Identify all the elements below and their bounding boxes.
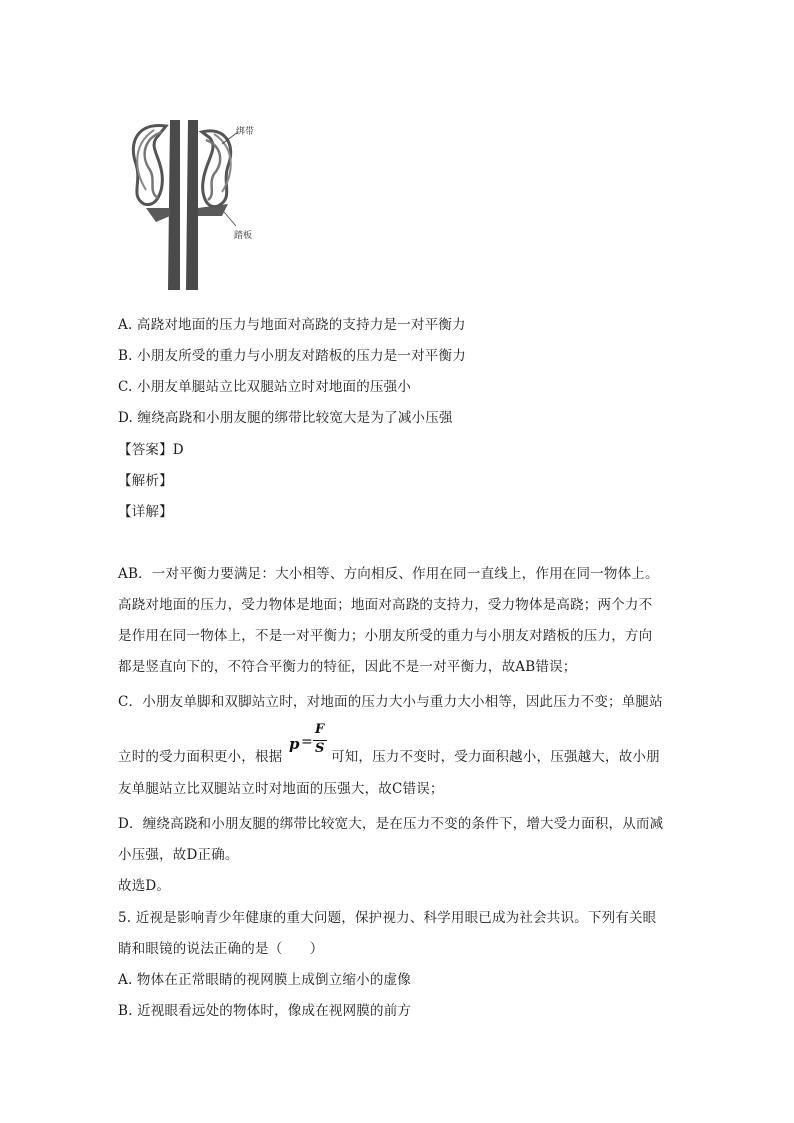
explanation-line-10: 故选D。 <box>118 878 171 894</box>
detail-heading: 【详解】 <box>118 504 173 520</box>
q5-stem-line-2: 睛和眼镜的说法正确的是（ ） <box>118 941 324 957</box>
explanation-line-8: D．缠绕高跷和小朋友腿的绑带比较宽大，是在压力不变的条件下，增大受力面积，从而减 <box>118 816 664 832</box>
answer: 【答案】D <box>118 442 184 458</box>
formula-equals: = <box>301 734 313 750</box>
explanation-line-7: 友单腿站立比双腿站立时对地面的压强大，故C错误； <box>118 781 444 797</box>
strap-label: 绑带 <box>236 127 255 137</box>
formula-denominator: S <box>315 741 325 756</box>
option-c: C. 小朋友单腿站立比双腿站立时对地面的压强小 <box>118 379 412 395</box>
pedal-label: 踏板 <box>234 231 253 241</box>
stilts-illustration <box>118 112 258 292</box>
q5-option-b: B. 近视眼看远处的物体时，像成在视网膜的前方 <box>118 1003 412 1019</box>
formula-p: p <box>289 735 300 753</box>
explanation-line-4: 都是竖直向下的，不符合平衡力的特征，因此不是一对平衡力，故AB错误； <box>118 659 577 675</box>
explanation-line-6a: 立时的受力面积更小，根据 <box>118 749 283 765</box>
analysis-heading: 【解析】 <box>118 473 173 489</box>
formula-numerator: F <box>315 722 325 737</box>
option-d: D. 缠绕高跷和小朋友腿的绑带比较宽大是为了减小压强 <box>118 410 453 426</box>
explanation-line-2: 高跷对地面的压力，受力物体是地面；地面对高跷的支持力，受力物体是高跷；两个力不 <box>118 597 653 613</box>
explanation-line-9: 小压强，故D正确。 <box>118 847 239 863</box>
option-a: A. 高跷对地面的压力与地面对高跷的支持力是一对平衡力 <box>118 317 466 333</box>
stilts-figure <box>118 112 258 292</box>
explanation-line-1: AB．一对平衡力要满足：大小相等、方向相反、作用在同一直线上，作用在同一物体上。 <box>118 566 659 582</box>
explanation-line-6b: 可知，压力不变时，受力面积越小，压强越大，故小朋 <box>331 749 660 765</box>
explanation-line-5: C．小朋友单脚和双脚站立时，对地面的压力大小与重力大小相等，因此压力不变；单腿站 <box>118 694 663 710</box>
explanation-line-3: 是作用在同一物体上，不是一对平衡力；小朋友所受的重力与小朋友对踏板的压力，方向 <box>118 628 653 644</box>
q5-option-a: A. 物体在正常眼睛的视网膜上成倒立缩小的虚像 <box>118 972 411 988</box>
q5-stem-line-1: 5. 近视是影响青少年健康的重大问题，保护视力、科学用眼已成为社会共识。下列有关眼 <box>118 910 657 926</box>
option-b: B. 小朋友所受的重力与小朋友对踏板的压力是一对平衡力 <box>118 348 466 364</box>
